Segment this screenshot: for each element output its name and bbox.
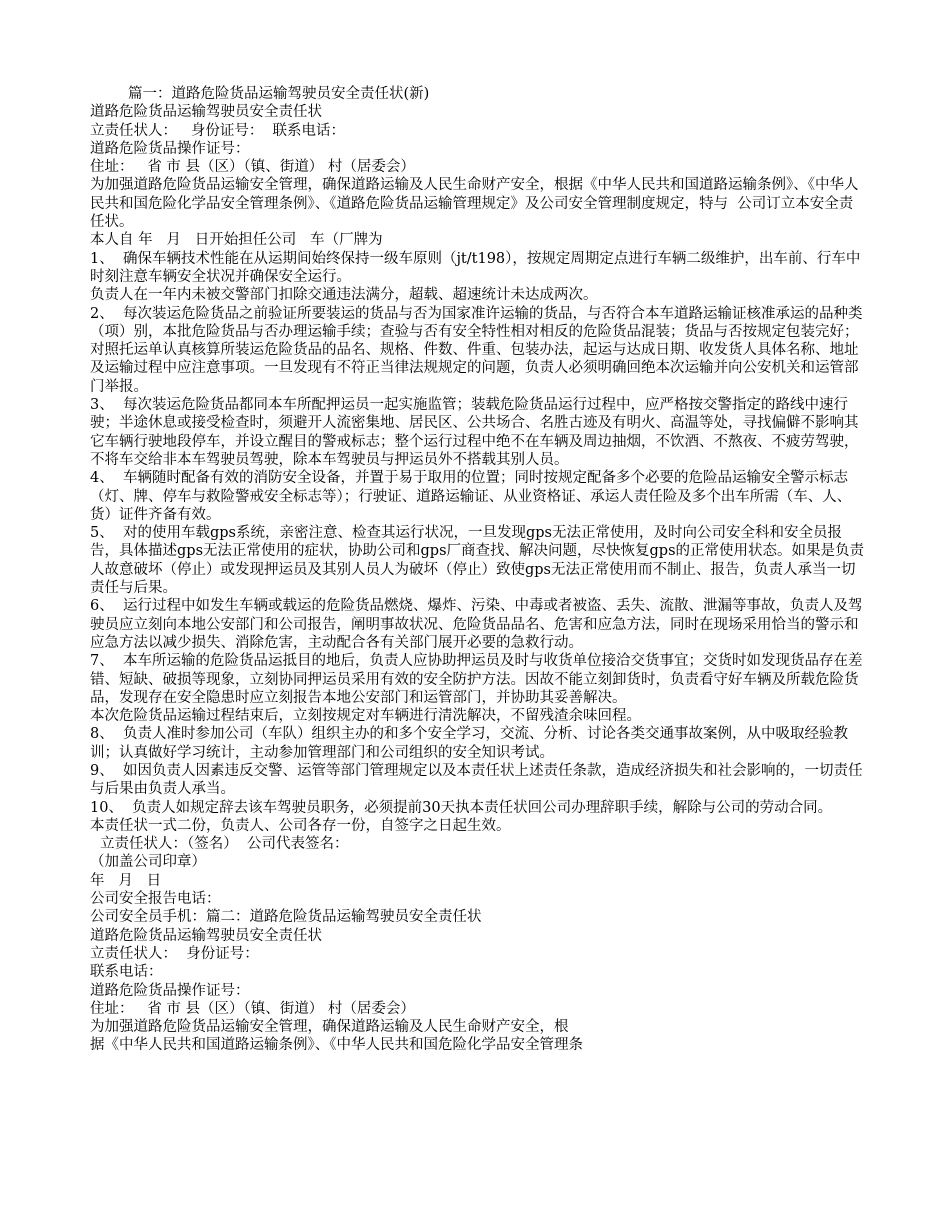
- paragraph-intro-2a: 为加强道路危险货品运输安全管理，确保道路运输及人民生命财产安全，根: [90, 1019, 569, 1036]
- clause-8: 8、 负责人准时参加公司（车队）组织主办的和多个安全学习，交流、分析、讨论各类交通事故案例，从中吸取经验教训；认真做好学习统计，主动参加管理部门和公司组织的安全知识考试。: [90, 726, 848, 761]
- document-heading-2: 道路危险货品运输驾驶员安全责任状: [90, 927, 322, 944]
- signature-line: 立责任状人：（签名） 公司代表签名：: [100, 836, 349, 853]
- clause-1: 1、 确保车辆技术性能在从运期间始终保持一级车原则（jt/t198），按规定周期定点进行车辆二级维护，出车前、行车中时刻注意车辆安全状况并确保安全运行。: [90, 250, 861, 285]
- clause-2: 2、 每次装运危险货品之前验证所要装运的货品与否为国家准许运输的货品，与否符合本车道路运输证核准承运的品种类（项）别，本批危险货品与否办理运输手续；查验与否有安全特性相对相反的危险货品混装；货品与否按规定包装完好；对照托运单认真核算所装运危险货品的品名、规格、件数、件重、包装办法，起运与达成日期、收发货人具体名称、地址及运输过程中应注意事项。一旦发现有不符正当律法规规定的问题，负责人必须明确回绝本次运输并向公安机关和运管部门举报。: [90, 305, 863, 395]
- form-line-signer-2: 立责任状人： 身份证号：: [90, 945, 259, 962]
- paragraph-intro-2b: 据《中华人民共和国道路运输条例》、《中华人民共和国危险化学品安全管理条: [90, 1037, 583, 1054]
- safety-phone-line: 公司安全报告电话：: [90, 891, 221, 908]
- form-line-permit: 道路危险货品操作证号：: [90, 140, 250, 157]
- clause-5: 5、 对的使用车载gps系统，亲密注意、检查其运行状况，一旦发现gps无法正常使用，及时向公司安全科和安全员报告，具体描述gps无法正常使用的症状，协助公司和gps厂商查找、解决问题，尽快恢复gps的正常使用状态。如果是负责人故意破坏（停止）或发现押运员及其别人员人为破坏（停止）致使gps无法正常使用而不制止、报告，负责人承当一切责任与后果。: [90, 525, 865, 597]
- clause-9: 9、 如因负责人因素违反交警、运管等部门管理规定以及本责任状上述责任条款，造成经济损失和社会影响的，一切责任与后果由负责人承当。: [90, 762, 863, 798]
- form-line-address: 住址： 省 市 县（区）（镇、街道） 村（居委会）: [90, 159, 415, 176]
- clause-6: 6、 运行过程中如发生车辆或载运的危险货品燃烧、爆炸、污染、中毒或者被盗、丢失、流散、泄漏等事故，负责人及驾驶员应立刻向本地公安部门和公司报告，阐明事故状况、危险货品品名、危害和应急方法，同时在现场采用恰当的警示和应急方法以减少损失、消除危害，主动配合各有关部门展开必要的急救行动。: [90, 598, 863, 651]
- safety-officer-line: 公司安全员手机：篇二：道路危险货品运输驾驶员安全责任状: [90, 909, 482, 926]
- form-line-permit-2: 道路危险货品操作证号：: [90, 982, 250, 999]
- form-line-address-2: 住址： 省 市 县（区）（镇、街道） 村（居委会）: [90, 1000, 415, 1017]
- paragraph-validity: 本责任状一式二份，负责人、公司各存一份，自签字之日起生效。: [90, 817, 511, 834]
- seal-note: （加盖公司印章）: [90, 854, 206, 871]
- paragraph-intro: 为加强道路危险货品运输安全管理，确保道路运输及人民生命财产安全，根据《中华人民共和国道路运输条例》、《中华人民共和国危险化学品安全管理条例》、《道路危险货品运输管理规定》及公司安全管理制度规定，特与 公司订立本安全责任状。: [90, 177, 859, 231]
- paragraph-start-date: 本人自 年 月 日开始担任公司 车（厂牌为: [90, 232, 383, 249]
- date-line: 年 月 日: [90, 872, 162, 889]
- form-line-signer: 立责任状人： 身份证号： 联系电话：: [90, 122, 346, 139]
- clause-7-note: 本次危险货品运输过程结束后，立刻按规定对车辆进行清洗解决，不留残渣余味回程。: [90, 708, 641, 725]
- document-heading: 道路危险货品运输驾驶员安全责任状: [90, 104, 322, 121]
- section-title: 篇一：道路危险货品运输驾驶员安全责任状(新): [128, 86, 430, 102]
- clause-4: 4、 车辆随时配备有效的消防安全设备，并置于易于取用的位置；同时按规定配备多个必要的危险品运输安全警示标志（灯、牌、停车与救险警戒安全标志等）；行驶证、道路运输证、从业资格证、承运人责任险及多个出车所需（车、人、货）证件齐备有效。: [90, 470, 852, 523]
- clause-10: 10、 负责人如规定辞去该车驾驶员职务，必须提前30天执本责任状回公司办理辞职手续，解除与公司的劳动合同。: [90, 799, 833, 816]
- form-line-phone-2: 联系电话：: [90, 964, 163, 981]
- clause-1-note: 负责人在一年内未被交警部门扣除交通违法满分，超载、超速统计未达成两次。: [90, 287, 598, 304]
- clause-3: 3、 每次装运危险货品都同本车所配押运员一起实施监管；装载危险货品运行过程中，应严格按交警指定的路线中速行驶；半途休息或接受检查时，须避开人流密集地、居民区、公共场合、名胜古迹及有明火、高温等处，寻找偏僻不影响其它车辆行驶地段停车，并设立醒目的警戒标志；整个运行过程中绝不在车辆及周边抽烟，不饮酒、不熬夜、不疲劳驾驶，不将车交给非本车驾驶员驾驶，除本车驾驶员与押运员外不搭载其别人员。: [90, 397, 859, 468]
- clause-7: 7、 本车所运输的危险货品运抵目的地后，负责人应协助押运员及时与收货单位接洽交货事宜；交货时如发现货品存在差错、短缺、破损等现象，立刻协同押运员采用有效的安全防护方法。因故不能立刻卸货时，负责看守好车辆及所载危险货品，发现存在安全隐患时应立刻报告本地公安部门和运管部门，并协助其妥善解决。: [90, 653, 863, 706]
